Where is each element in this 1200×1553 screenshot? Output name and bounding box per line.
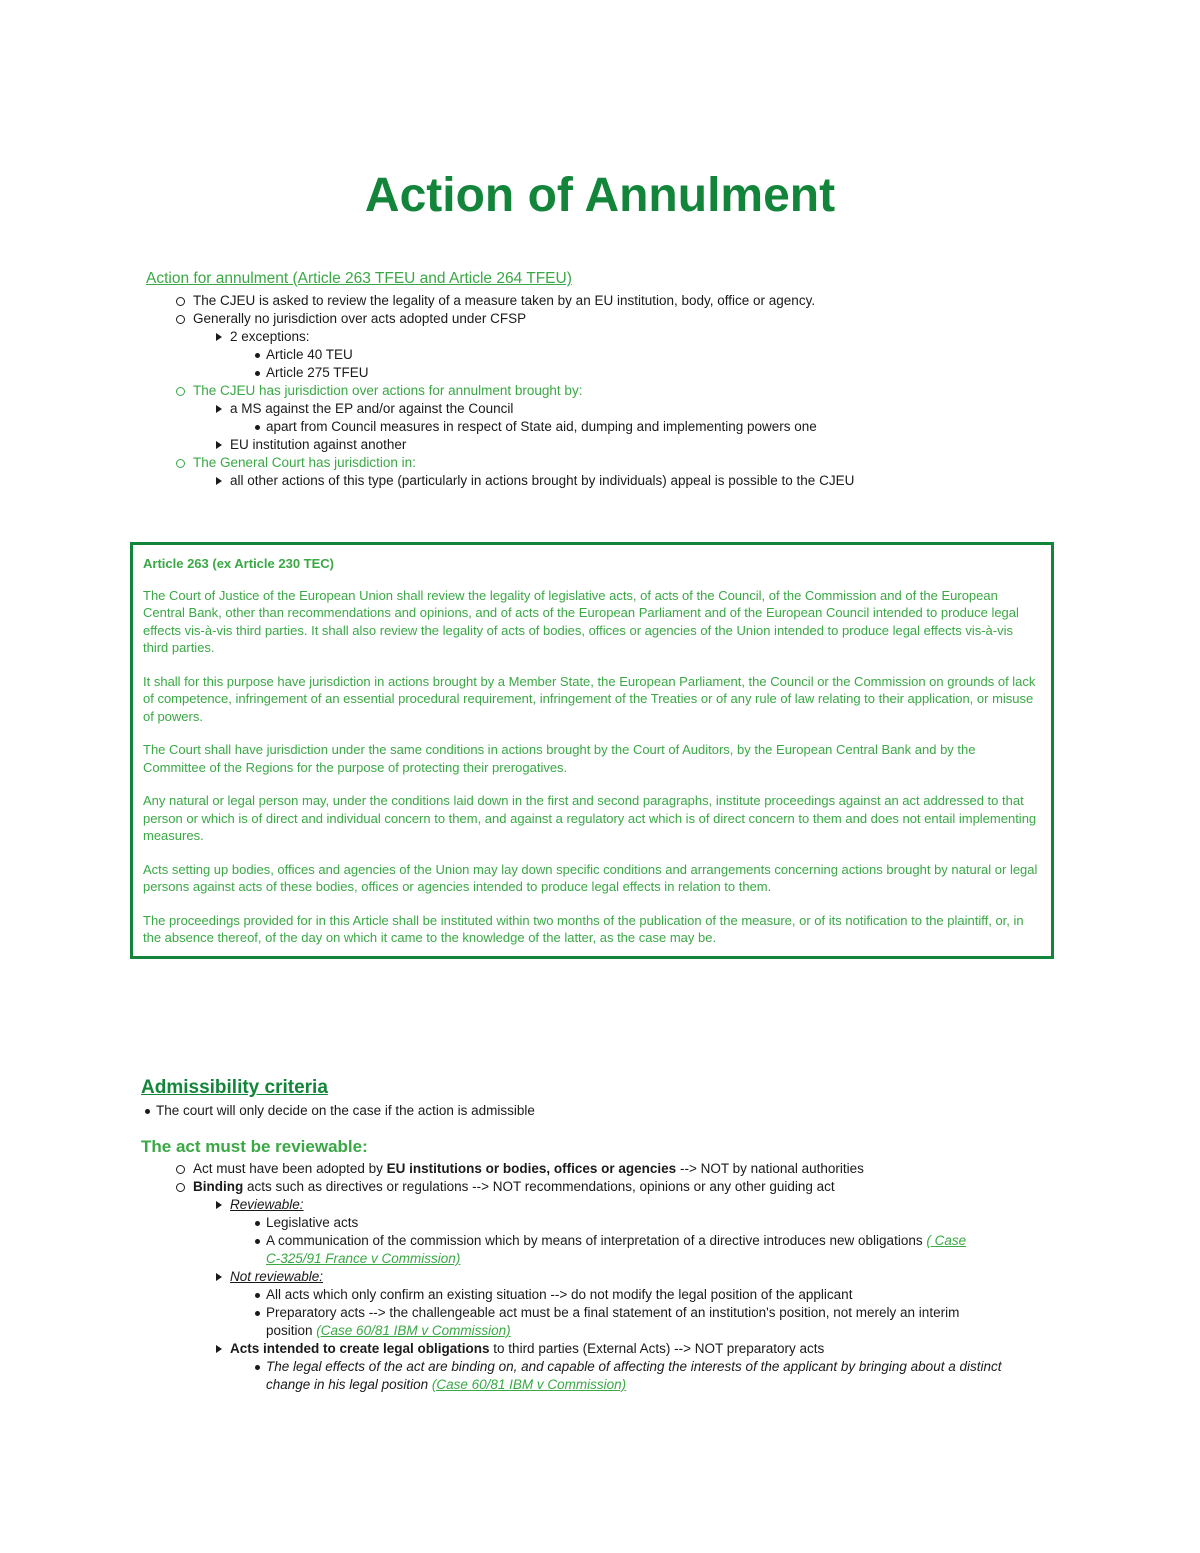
article-paragraph: It shall for this purpose have jurisdiction in actions brought by a Member State, the European Parliament, the Council or the Commission on grounds of lack of competence, infringement of an essential procedural requirement, infringement of the Treaties or of any rule of law relating to their application, or misuse of powers. xyxy=(143,673,1036,724)
list-item-continuation xyxy=(266,1250,460,1268)
list-item: Legislative acts xyxy=(266,1214,358,1232)
article-paragraph: The Court shall have jurisdiction under the same conditions in actions brought by the Court of Auditors, by the European Central Bank and by the Committee of the Regions for the purpose of protecting their prerogatives. xyxy=(143,742,976,775)
list-item: The General Court has jurisdiction in: xyxy=(193,454,416,472)
article-box-heading: Article 263 (ex Article 230 TEC) xyxy=(143,556,334,571)
dot-bullet-icon xyxy=(255,1365,260,1370)
list-item: A communication of the commission which by means of interpretation of a directive introduces new obligations ( Case xyxy=(266,1232,966,1250)
arrow-bullet-icon xyxy=(216,1201,222,1209)
article-263-box xyxy=(130,542,1054,959)
dot-bullet-icon xyxy=(255,1311,260,1316)
page-title: Action of Annulment xyxy=(364,169,836,222)
list-item: Acts intended to create legal obligations to third parties (External Acts) --> NOT preparatory acts xyxy=(230,1340,824,1358)
article-paragraph: Acts setting up bodies, offices and agencies of the Union may lay down specific conditions and arrangements concerning actions brought by natural or legal persons against acts of these bodies, offices or agencies intended to produce legal effects in relation to them. xyxy=(143,861,1038,894)
list-item: Article 40 TEU xyxy=(266,346,353,364)
list-item: 2 exceptions: xyxy=(230,328,310,346)
article-paragraph: The Court of Justice of the European Union shall review the legality of legislative acts, of acts of the Council, of the Commission and of the European Central Bank, other than recommendations and opinions, and of acts of the European Parliament and of the European Council intended to produce legal effects vis-à-vis third parties. It shall also review the legality of acts of bodies, offices or agencies of the Union intended to produce legal effects vis-à-vis third parties. xyxy=(143,587,1019,655)
list-item: a MS against the EP and/or against the Council xyxy=(230,400,513,418)
list-item: Act must have been adopted by EU institutions or bodies, offices or agencies --> NOT by national authorities xyxy=(193,1160,864,1178)
list-item: All acts which only confirm an existing situation --> do not modify the legal position of the applicant xyxy=(266,1286,852,1304)
list-item: The CJEU has jurisdiction over actions for annulment brought by: xyxy=(193,382,582,400)
arrow-bullet-icon xyxy=(216,405,222,413)
list-item: apart from Council measures in respect of State aid, dumping and implementing powers one xyxy=(266,418,817,436)
reviewable-subheading: The act must be reviewable: xyxy=(141,1137,368,1156)
list-item: The legal effects of the act are binding on, and capable of affecting the interests of the applicant by bringing about a distinct xyxy=(266,1358,1001,1376)
dot-bullet-icon xyxy=(255,425,260,430)
admissibility-intro: The court will only decide on the case if the action is admissible xyxy=(156,1102,535,1120)
arrow-bullet-icon xyxy=(216,477,222,485)
list-item: Generally no jurisdiction over acts adopted under CFSP xyxy=(193,310,526,328)
case-link[interactable]: C-325/91 France v Commission) xyxy=(266,1251,461,1266)
circle-bullet-icon xyxy=(176,1165,185,1174)
list-item: Binding acts such as directives or regulations --> NOT recommendations, opinions or any other guiding act xyxy=(193,1178,835,1196)
list-item: The CJEU is asked to review the legality of a measure taken by an EU institution, body, office or agency. xyxy=(193,292,815,310)
case-link[interactable]: (Case 60/81 IBM v Commission) xyxy=(431,1377,627,1392)
arrow-bullet-icon xyxy=(216,333,222,341)
dot-bullet-icon xyxy=(145,1109,150,1114)
dot-bullet-icon xyxy=(255,353,260,358)
dot-bullet-icon xyxy=(255,1221,260,1226)
circle-bullet-icon xyxy=(176,387,185,396)
list-item-continuation: change in his legal position (Case 60/81 IBM v Commission) xyxy=(266,1377,627,1392)
circle-bullet-icon xyxy=(176,315,185,324)
circle-bullet-icon xyxy=(176,297,185,306)
list-item: Not reviewable: xyxy=(230,1268,323,1286)
article-paragraph: The proceedings provided for in this Article shall be instituted within two months of the publication of the measure, or of its notification to the plaintiff, or, in the absence thereof, of the day on which it came to the knowledge of the latter, as the case may be. xyxy=(143,912,1024,945)
list-item: EU institution against another xyxy=(230,436,406,454)
section-heading-action-for-annulment[interactable]: Action for annulment (Article 263 TFEU and Article 264 TFEU) xyxy=(146,270,572,287)
list-item: all other actions of this type (particularly in actions brought by individuals) appeal is possible to the CJEU xyxy=(230,472,854,490)
list-item-continuation: position (Case 60/81 IBM v Commission) xyxy=(266,1323,511,1338)
case-link[interactable]: ( Case xyxy=(926,1233,967,1248)
list-item: Preparatory acts --> the challengeable act must be a final statement of an institution's position, not merely an interim xyxy=(266,1304,959,1322)
dot-bullet-icon xyxy=(255,371,260,376)
article-paragraph: Any natural or legal person may, under the conditions laid down in the first and second paragraphs, institute proceedings against an act addressed to that person or which is of direct and individual concern to them, and against a regulatory act which is of direct concern to them and does not entail implementing measures. xyxy=(143,793,1037,843)
circle-bullet-icon xyxy=(176,459,185,468)
dot-bullet-icon xyxy=(255,1239,260,1244)
admissibility-heading[interactable]: Admissibility criteria xyxy=(141,1077,328,1098)
arrow-bullet-icon xyxy=(216,1345,222,1353)
list-item: Article 275 TFEU xyxy=(266,364,369,382)
case-link[interactable]: (Case 60/81 IBM v Commission) xyxy=(316,1323,511,1338)
arrow-bullet-icon xyxy=(216,1273,222,1281)
dot-bullet-icon xyxy=(255,1293,260,1298)
list-item: Reviewable: xyxy=(230,1196,304,1214)
arrow-bullet-icon xyxy=(216,441,222,449)
circle-bullet-icon xyxy=(176,1183,185,1192)
